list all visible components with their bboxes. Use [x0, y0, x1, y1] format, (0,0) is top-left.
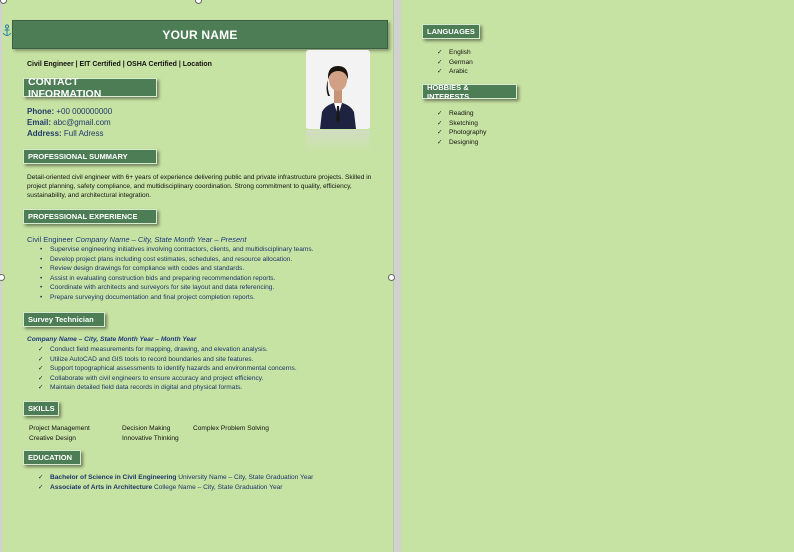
languages-heading-text: LANGUAGES [427, 27, 475, 36]
job1-bullet-item [38, 245, 314, 255]
skill-item: Project Management [29, 425, 90, 432]
job1-bullets [38, 245, 314, 303]
language-item [437, 67, 473, 77]
skill-item: Innovative Thinking [122, 435, 179, 442]
address-label: Address: [27, 129, 62, 138]
checkmark-icon: ✓ [38, 474, 44, 481]
email-label: Email: [27, 118, 52, 127]
hobby-text: Reading [449, 110, 474, 117]
job1-bullet-item [38, 255, 314, 265]
email-value: abc@gmail.com [53, 118, 111, 127]
contact-heading [23, 75, 157, 100]
skills-heading-text: SKILLS [28, 404, 55, 413]
checkmark-icon: ✓ [38, 384, 44, 392]
hobbies-list [437, 109, 486, 147]
job1-bullet-text: Supervise engineering initiatives involving contractors, clients, and multidisciplinary teams. [50, 246, 314, 253]
job2-bullet-text: Support topographical assessments to identify hazards and environmental concerns. [50, 365, 297, 373]
name-banner[interactable] [12, 20, 388, 49]
job1-bullet-text: Prepare surveying documentation and final project completion reports. [50, 293, 255, 301]
hobbies-heading-text: HOBBIES & INTERESTS [427, 82, 470, 101]
resize-handle-left[interactable] [0, 274, 5, 281]
job1-bullet-item [38, 264, 314, 274]
job1-title: Civil Engineer [27, 235, 74, 244]
job2-bullet-item [38, 374, 297, 384]
job2-bullet-item [38, 355, 297, 365]
hobby-item [437, 109, 486, 119]
job1-bullet-item [38, 274, 314, 284]
resize-handle-top-right[interactable] [195, 0, 202, 4]
job1-bullet-text: Review design drawings for compliance with codes and standards. [50, 265, 245, 273]
hobby-text: Sketching [449, 119, 478, 127]
phone-value: +00 000000000 [56, 107, 113, 116]
language-item [437, 48, 473, 58]
resume-page-2 [401, 0, 794, 552]
checkmark-icon: ✓ [437, 49, 443, 56]
education-item [38, 483, 313, 493]
job2-bullet-text: Maintain detailed field data records in digital and physical formats. [50, 384, 243, 392]
language-text: English [449, 49, 471, 56]
candidate-name: YOUR NAME [162, 27, 238, 42]
job2-bullet-item [38, 383, 297, 393]
phone-label: Phone: [27, 107, 55, 116]
person-portrait-icon [306, 50, 370, 129]
institution-details: College Name – City, State Graduation Year [153, 483, 283, 491]
languages-heading [422, 24, 480, 39]
job1-title-line [27, 235, 246, 244]
checkmark-icon: ✓ [437, 138, 443, 146]
contact-heading-text: CONTACT INFORMATION [28, 75, 102, 100]
education-heading [23, 450, 81, 465]
education-heading-text: EDUCATION [28, 453, 73, 462]
degree-name: Associate of Arts in Architecture [50, 483, 153, 491]
language-text: German [449, 58, 473, 66]
hobby-text: Designing [449, 138, 479, 146]
checkmark-icon: ✓ [38, 365, 44, 373]
summary-text: Detail-oriented civil engineer with 6+ years of experience delivering public and private infrastructure projects. Skilled in project planning, safety compliance, and multidisciplinary coordination. Strong commitment to quality, efficiency, sustainability, and architectural integration. [27, 174, 372, 199]
address-value: Full Adress [63, 129, 104, 138]
anchor-icon [2, 24, 12, 38]
survey-technician-heading [23, 312, 105, 327]
skill-item: Complex Problem Solving [193, 425, 269, 432]
contact-address [27, 129, 104, 138]
checkmark-icon: ✓ [38, 483, 44, 491]
skills-heading [23, 401, 59, 416]
resize-handle-top-left[interactable] [0, 0, 7, 4]
job2-bullet-text: Conduct field measurements for mapping, drawing, and elevation analysis. [50, 346, 268, 353]
job1-bullet-item [38, 293, 314, 303]
checkmark-icon: ✓ [437, 119, 443, 127]
education-list [38, 473, 313, 492]
profile-photo[interactable] [306, 50, 370, 129]
hobby-item [437, 128, 486, 138]
checkmark-icon: ✓ [437, 58, 443, 66]
checkmark-icon: ✓ [38, 374, 44, 382]
contact-email [27, 118, 111, 127]
job2-heading-text: Survey Technician [28, 315, 94, 324]
resume-page-1 [2, 0, 394, 552]
languages-list [437, 48, 473, 77]
checkmark-icon: ✓ [437, 68, 443, 76]
job2-bullets [38, 345, 297, 393]
education-item [38, 473, 313, 483]
job1-meta: Company Name – City, State Month Year – Present [75, 235, 247, 244]
checkmark-icon: ✓ [38, 346, 44, 353]
contact-phone [27, 107, 112, 116]
job1-bullet-item [38, 283, 314, 293]
hobby-text: Photography [449, 129, 487, 137]
hobby-item [437, 138, 486, 148]
institution-details: University Name – City, State Graduation Year [178, 474, 314, 481]
language-item [437, 58, 473, 68]
job2-meta: Company Name – City, State Month Year – Month Year [27, 336, 197, 343]
hobbies-heading [422, 84, 517, 99]
language-text: Arabic [449, 68, 468, 76]
summary-heading [23, 149, 157, 164]
subtitle-line: Civil Engineer | EIT Certified | OSHA Certified | Location [27, 61, 212, 68]
skill-item: Creative Design [29, 435, 76, 442]
job2-bullet-text: Collaborate with civil engineers to ensure accuracy and project efficiency. [50, 374, 264, 382]
checkmark-icon: ✓ [437, 110, 443, 117]
job2-bullet-item [38, 364, 297, 374]
checkmark-icon: ✓ [38, 355, 44, 363]
photo-reflection [306, 130, 370, 152]
job1-bullet-text: Coordinate with architects and surveyors for site layout and data referencing. [50, 284, 275, 292]
resize-handle-right[interactable] [388, 274, 395, 281]
hobby-item [437, 119, 486, 129]
degree-name: Bachelor of Science in Civil Engineering [50, 474, 177, 481]
experience-heading-text: PROFESSIONAL EXPERIENCE [28, 212, 138, 221]
job2-bullet-item [38, 345, 297, 355]
summary-heading-text: PROFESSIONAL SUMMARY [28, 152, 128, 161]
job1-bullet-text: Develop project plans including cost estimates, schedules, and resource allocation. [50, 255, 293, 263]
skill-item: Decision Making [122, 425, 171, 432]
job2-bullet-text: Utilize AutoCAD and GIS tools to record boundaries and site features. [50, 355, 254, 363]
job1-bullet-text: Assist in evaluating construction bids and preparing recommendation reports. [50, 274, 276, 282]
experience-heading [23, 209, 157, 224]
checkmark-icon: ✓ [437, 129, 443, 137]
